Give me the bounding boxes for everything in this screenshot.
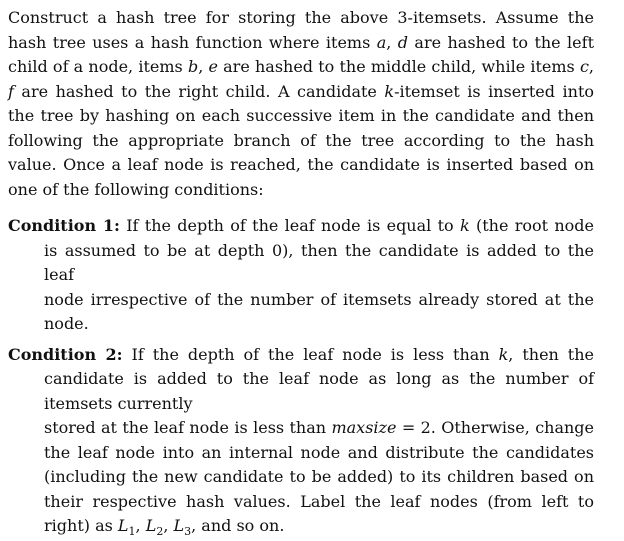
math-k: k xyxy=(498,344,509,364)
math-L2: L xyxy=(145,516,157,535)
intro-text: Construct a hash tree for storing the above 3-itemsets. Assume the hash tree uses a hash function where items xyxy=(8,8,594,52)
math-b: b xyxy=(187,57,199,76)
condition-1-label: Condition 1: xyxy=(8,216,120,235)
math-L3: L xyxy=(173,516,185,535)
math-f: f xyxy=(8,81,14,101)
math-a: a xyxy=(376,32,387,52)
condition-2-label: Condition 2: xyxy=(8,344,123,364)
condition-1-line2: node irrespective of the number of itemsets already stored at the node. xyxy=(44,289,594,333)
condition-1 xyxy=(8,214,594,337)
math-L1: L xyxy=(117,516,129,535)
math-k: k xyxy=(459,216,470,235)
math-c: c xyxy=(579,57,589,76)
condition-2-line1: Condition 2: If the depth of the leaf node is less than k, then the candidate is added to the leaf node as long as the number of itemsets currently xyxy=(8,344,595,413)
condition-1-line1: Condition 1: If the depth of the leaf node is equal to k (the root node is assumed to be at depth 0), then the candidate is added to the leaf xyxy=(8,216,595,284)
math-e: e xyxy=(208,57,218,76)
condition-2-line2: stored at the leaf node is less than maxsize = 2. Otherwise, change the leaf node into an internal node and distribute the candidates (including the new candidate to be added) to its children based on their respective hash values. Label the leaf nodes (from left to right) as $L_1$, $L_2$, $L_3$, and so on. xyxy=(44,418,595,539)
math-d: d xyxy=(397,32,409,52)
intro-paragraph: Construct a hash tree for storing the above 3-itemsets. Assume the hash tree uses a hash function where items a, d are hashed to the left child of a node, items b, e are hashed to the middle child, while items c, f are hashed to the right child. A candidate k-itemset is inserted into the tree by hashing on each successive item in the candidate and then following the appropriate branch of the tree according to the hash value. Once a leaf node is reached, the candidate is inserted based on one of the following conditions: xyxy=(8,8,595,199)
math-k: k xyxy=(384,81,395,101)
math-maxsize: maxsize xyxy=(331,418,397,437)
condition-2 xyxy=(8,343,594,539)
